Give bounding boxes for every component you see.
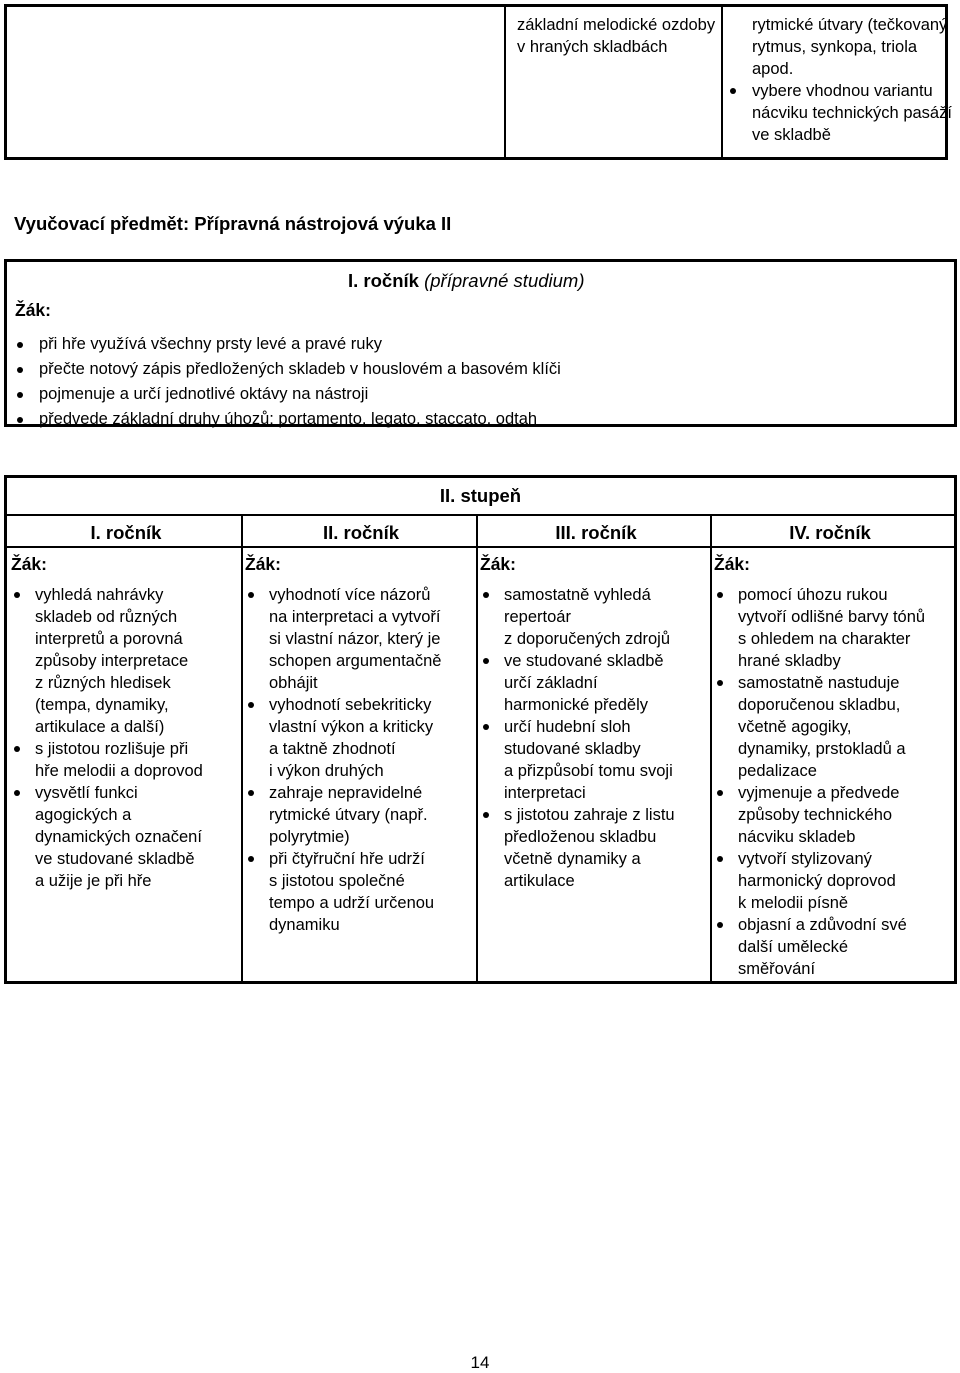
outcome-text: vytvoří stylizovaný harmonický doprovod k melodii písně — [738, 850, 896, 912]
table-divider — [7, 546, 954, 548]
list-item — [738, 914, 925, 980]
outcome-text: při hře využívá všechny prsty levé a pravé ruky — [39, 335, 382, 353]
bullet-icon — [14, 592, 20, 598]
bullet-icon — [730, 88, 736, 94]
outcomes-list — [738, 584, 925, 980]
outcome-text: při čtyřruční hře udrží s jistotou společné tempo a udrží určenou dynamiku — [269, 850, 435, 934]
table-divider — [7, 514, 954, 516]
list-item — [39, 332, 561, 357]
bullet-icon — [717, 592, 723, 598]
outcome-text: vyhledá nahrávky skladeb od různých interpretů a porovná způsoby interpretace z různých hledisek (tempa, dynamiky, artikulace a další) — [35, 586, 189, 736]
list-item — [738, 672, 925, 782]
outcome-text: určí hudební sloh studované skladby a přizpůsobí tomu svoji interpretaci — [504, 718, 673, 802]
list-item — [504, 804, 675, 892]
outcome-text: samostatně nastuduje doporučenou skladbu, včetně agogiky, dynamiky, prstokladů a pedalizace — [738, 674, 906, 780]
student-label: Žák: — [245, 554, 281, 574]
prep-study-box — [4, 259, 957, 427]
list-item — [752, 80, 952, 146]
outcome-text: přečte notový zápis předložených skladeb v houslovém a basovém klíči — [39, 360, 561, 378]
year-heading-2: II. ročník — [322, 522, 400, 543]
list-item — [269, 848, 441, 936]
prep-outcomes-list — [39, 332, 561, 432]
prep-title-italic: (přípravné studium) — [424, 270, 585, 291]
student-label: Žák: — [11, 554, 47, 574]
list-item — [39, 382, 561, 407]
table-divider — [710, 515, 712, 981]
bullet-icon — [248, 592, 254, 598]
top-table-item-text: rytmické útvary (tečkovaný rytmus, synkopa, triola apod. — [752, 16, 948, 78]
list-item — [39, 357, 561, 382]
outcome-text: s jistotou rozlišuje při hře melodii a doprovod — [35, 740, 203, 780]
bullet-icon — [248, 702, 254, 708]
outcome-text: pomocí úhozu rukou vytvoří odlišné barvy tónů s ohledem na charakter hrané skladby — [738, 586, 926, 670]
bullet-icon — [483, 812, 489, 818]
year-heading-4: IV. ročník — [789, 522, 871, 543]
bullet-icon — [17, 392, 23, 398]
grade-title: II. stupeň — [439, 485, 522, 506]
student-label: Žák: — [15, 300, 51, 320]
bullet-icon — [717, 856, 723, 862]
bullet-icon — [717, 680, 723, 686]
outcomes-list — [269, 584, 441, 936]
prep-title-bold: I. ročník — [348, 270, 419, 291]
outcome-text: ve studované skladbě určí základní harmonické předěly — [504, 652, 664, 714]
bullet-icon — [17, 367, 23, 373]
outcome-text: s jistotou zahraje z listu předloženou skladbu včetně dynamiky a artikulace — [504, 806, 675, 890]
list-item — [35, 782, 203, 892]
outcomes-list — [35, 584, 203, 892]
bullet-icon — [14, 790, 20, 796]
student-label: Žák: — [714, 554, 750, 574]
outcome-text: předvede základní druhy úhozů: portamento, legato, staccato, odtah — [39, 410, 538, 428]
bullet-icon — [17, 417, 23, 423]
list-item — [504, 716, 675, 804]
outcome-text: vyhodnotí více názorů na interpretaci a vytvoří si vlastní názor, který je schopen argumentačně obhájit — [269, 586, 442, 692]
prep-title — [348, 270, 585, 292]
list-item — [35, 584, 203, 738]
bullet-icon — [248, 790, 254, 796]
table-divider — [476, 515, 478, 981]
outcome-text: pojmenuje a určí jednotlivé oktávy na nástroji — [39, 385, 369, 403]
outcome-text: zahraje nepravidelné rytmické útvary (např. polyrytmie) — [269, 784, 428, 846]
list-item — [269, 694, 441, 782]
bullet-icon — [717, 922, 723, 928]
bullet-icon — [14, 746, 20, 752]
outcome-text: vyhodnotí sebekriticky vlastní výkon a kriticky a taktně zhodnotí i výkon druhých — [269, 696, 434, 780]
subject-title: Vyučovací předmět: Přípravná nástrojová výuka II — [14, 213, 452, 234]
list-item — [738, 848, 925, 914]
bullet-icon — [483, 592, 489, 598]
list-item — [738, 782, 925, 848]
grade-table — [4, 475, 957, 984]
list-item — [269, 782, 441, 848]
top-table-item-text: vybere vhodnou variantu nácviku technických pasáží ve skladbě — [752, 82, 952, 144]
bullet-icon — [483, 724, 489, 730]
bullet-icon — [17, 342, 23, 348]
list-item — [39, 407, 561, 432]
table-divider — [721, 7, 723, 157]
top-table-cell-1: základní melodické ozdoby v hraných skladbách — [517, 16, 716, 56]
year-heading-1: I. ročník — [90, 522, 162, 543]
outcome-text: objasní a zdůvodní své další umělecké směřování — [738, 916, 907, 978]
outcome-text: vysvětlí funkci agogických a dynamických označení ve studované skladbě a užije je při hře — [35, 784, 202, 890]
page-number: 14 — [470, 1353, 490, 1372]
list-item — [504, 650, 675, 716]
list-item — [738, 584, 925, 672]
top-continuation-table — [4, 4, 952, 160]
student-label: Žák: — [480, 554, 516, 574]
list-item — [752, 14, 952, 80]
year-heading-3: III. ročník — [555, 522, 637, 543]
outcome-text: samostatně vyhledá repertoár z doporučených zdrojů — [504, 586, 671, 648]
list-item — [35, 738, 203, 782]
outcome-text: vyjmenuje a předvede způsoby technického nácviku skladeb — [738, 784, 900, 846]
bullet-icon — [483, 658, 489, 664]
table-divider — [504, 7, 506, 157]
top-table-cell-2 — [752, 14, 952, 146]
bullet-icon — [248, 856, 254, 862]
list-item — [269, 584, 441, 694]
list-item — [504, 584, 675, 650]
bullet-icon — [717, 790, 723, 796]
table-divider — [241, 515, 243, 981]
outcomes-list — [504, 584, 675, 892]
